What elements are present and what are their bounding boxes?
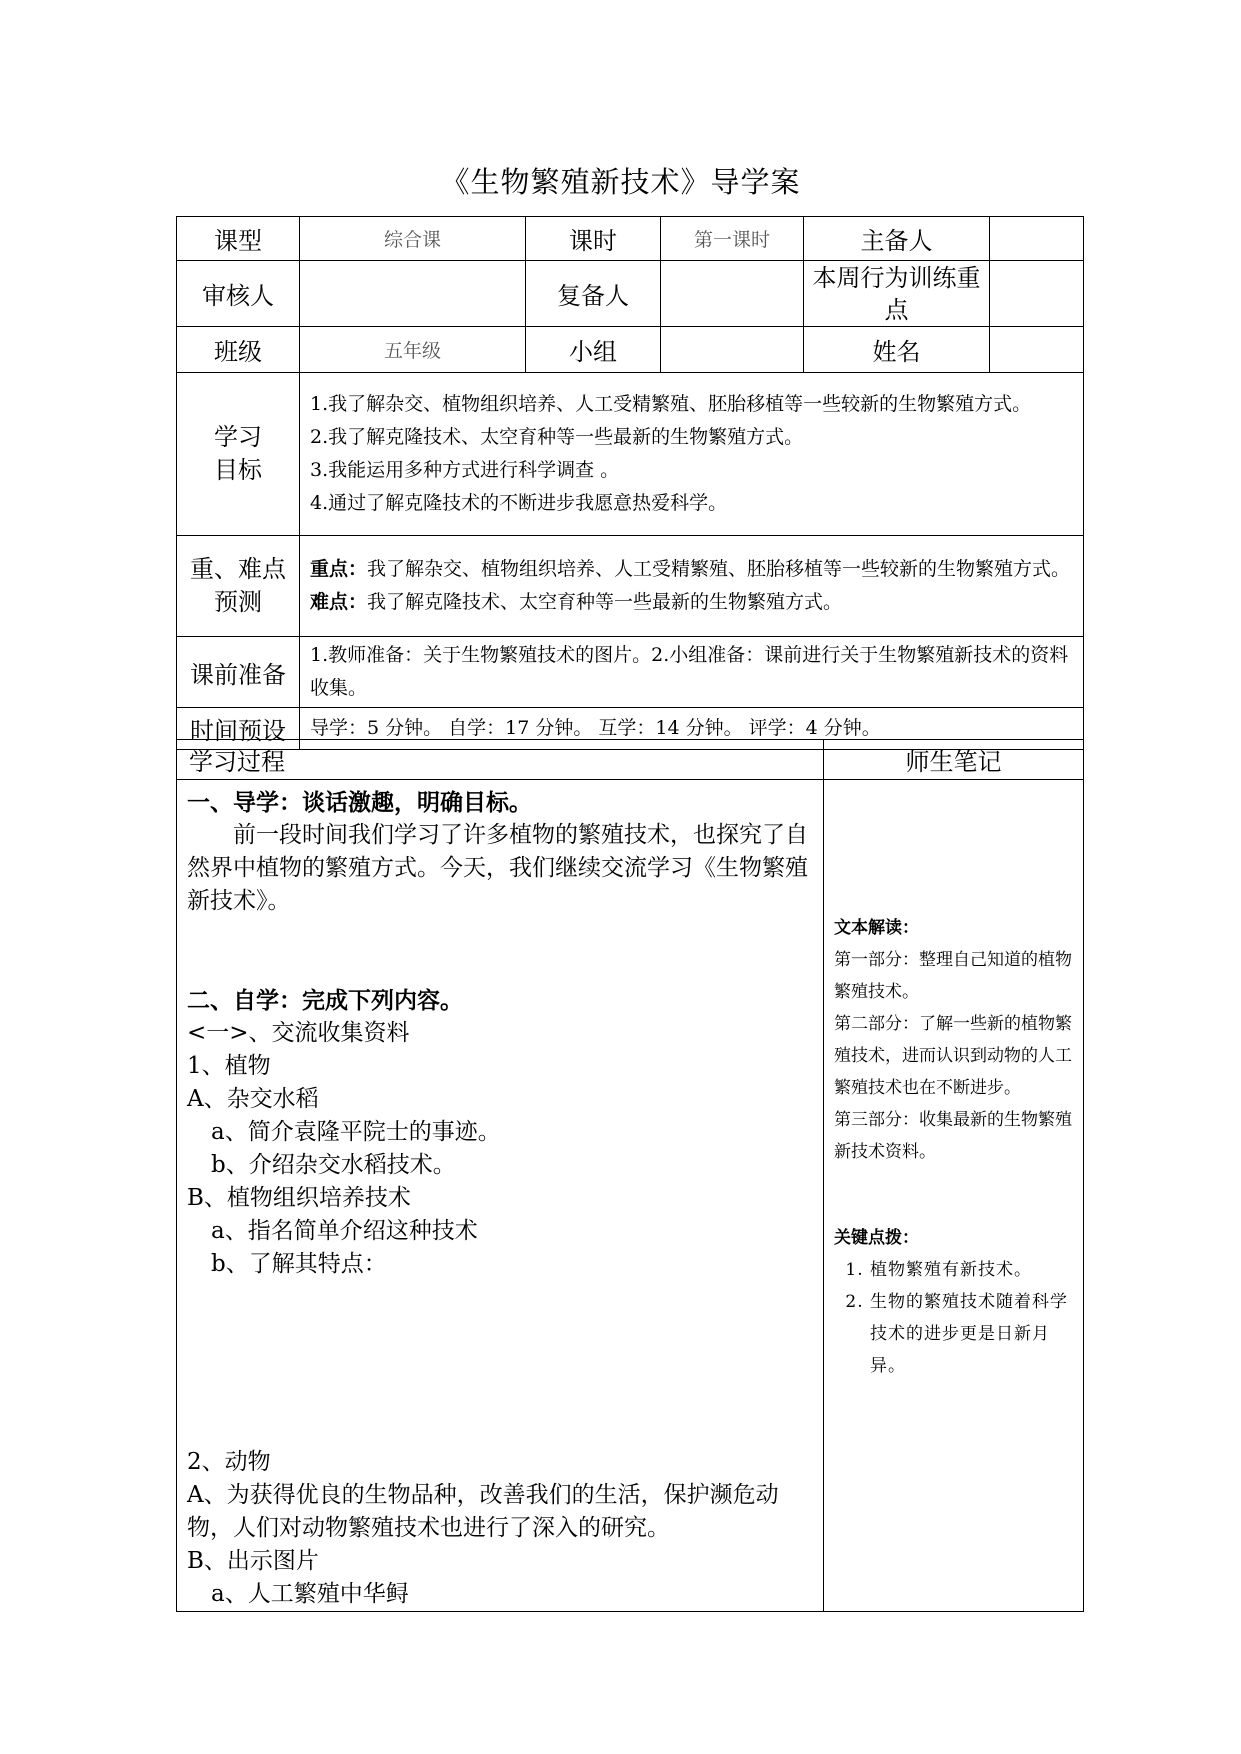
value-period: 第一课时 [661,217,804,261]
section-1-text: 前一段时间我们学习了许多植物的繁殖技术，也探究了自然界中植物的繁殖方式。今天，我们继续交流学习《生物繁殖新技术》。 [187,822,808,914]
value-main-preparer [990,217,1084,261]
focus-row [177,536,1084,637]
key-point-text: 我了解杂交、植物组织培养、人工受精繁殖、胚胎移植等一些较新的生物繁殖方式。 [367,558,1071,580]
notes-content [824,780,1084,1612]
reading-part-1: 第一部分：整理自己知道的植物繁殖技术。 [834,950,1072,1002]
info-row-3 [177,327,1084,373]
label-co-preparer: 复备人 [526,261,661,327]
goals-content [300,373,1084,536]
key-tip-item: 2. 生物的繁殖技术随着科学技术的进步更是日新月异。 [870,1286,1073,1382]
process-line: <一>、交流收集资料 [187,1020,410,1046]
goals-row [177,373,1084,536]
value-course-type: 综合课 [300,217,526,261]
reading-part-2: 第二部分：了解一些新的植物繁殖技术，进而认识到动物的人工繁殖技术也在不断进步。 [834,1014,1072,1098]
process-line: A、为获得优良的生物品种，改善我们的生活，保护濒危动物，人们对动物繁殖技术也进行了深入的研究。 [187,1482,779,1541]
goal-item: 3.我能运用多种方式进行科学调查 。 [310,459,620,481]
label-course-type: 课型 [177,217,300,261]
key-tips-title: 关键点拨： [834,1228,919,1248]
process-line: B、出示图片 [187,1548,319,1574]
process-line: B、植物组织培养技术 [187,1185,411,1211]
goal-item: 2.我了解克隆技术、太空育种等一些最新的生物繁殖方式。 [310,426,804,448]
goal-item: 1.我了解杂交、植物组织培养、人工受精繁殖、胚胎移植等一些较新的生物繁殖方式。 [310,393,1032,415]
difficulty-label: 难点： [310,591,368,613]
value-reviewer [300,261,526,327]
process-line: b、了解其特点： [211,1251,387,1277]
process-body-row [177,780,1084,1612]
process-line: a、指名简单介绍这种技术 [211,1218,478,1244]
time-content: 导学：5 分钟。 自学：17 分钟。 互学：14 分钟。 评学：4 分钟。 [300,708,1084,750]
value-weekly-focus [990,261,1084,327]
process-content [177,780,824,1612]
label-name: 姓名 [804,327,990,373]
process-header-row [177,740,1084,780]
page-title: 《生物繁殖新技术》导学案 [440,165,801,199]
key-point-label: 重点： [310,558,368,580]
section-1-title: 一、导学：谈话激趣，明确目标。 [187,789,532,816]
label-prep: 课前准备 [177,637,300,708]
label-main-preparer: 主备人 [804,217,990,261]
info-row-1 [177,217,1084,261]
label-goals: 学习 目标 [177,373,300,536]
label-group: 小组 [526,327,661,373]
process-table [176,739,1084,1612]
notes-header: 师生笔记 [824,740,1084,780]
section-2-title: 二、自学：完成下列内容。 [187,987,463,1014]
key-tips-list [834,1254,1073,1382]
value-group [661,327,804,373]
label-class: 班级 [177,327,300,373]
process-line: 1、植物 [187,1053,271,1079]
label-focus: 重、难点 预测 [177,536,300,637]
process-line: a、人工繁殖中华鲟 [211,1581,409,1607]
value-class: 五年级 [300,327,526,373]
label-period: 课时 [526,217,661,261]
value-co-preparer [661,261,804,327]
difficulty-text: 我了解克隆技术、太空育种等一些最新的生物繁殖方式。 [367,591,843,613]
process-line: A、杂交水稻 [187,1086,319,1112]
reading-title: 文本解读： [834,918,919,938]
goal-item: 4.通过了解克隆技术的不断进步我愿意热爱科学。 [310,492,728,514]
label-weekly-focus: 本周行为训练重点 [804,261,990,327]
process-line: 2、动物 [187,1449,271,1475]
prep-row [177,637,1084,708]
process-header: 学习过程 [177,740,824,780]
reading-part-3: 第三部分：收集最新的生物繁殖新技术资料。 [834,1110,1072,1162]
info-row-2 [177,261,1084,327]
process-line: b、介绍杂交水稻技术。 [211,1152,456,1178]
label-reviewer: 审核人 [177,261,300,327]
info-table [176,216,1084,750]
focus-content [300,536,1084,637]
process-line: a、简介袁隆平院士的事迹。 [211,1119,501,1145]
label-time: 时间预设 [177,708,300,750]
value-name [990,327,1084,373]
key-tip-item: 1. 植物繁殖有新技术。 [870,1254,1073,1286]
prep-content: 1.教师准备：关于生物繁殖技术的图片。2.小组准备：课前进行关于生物繁殖新技术的资料收集。 [300,637,1084,708]
